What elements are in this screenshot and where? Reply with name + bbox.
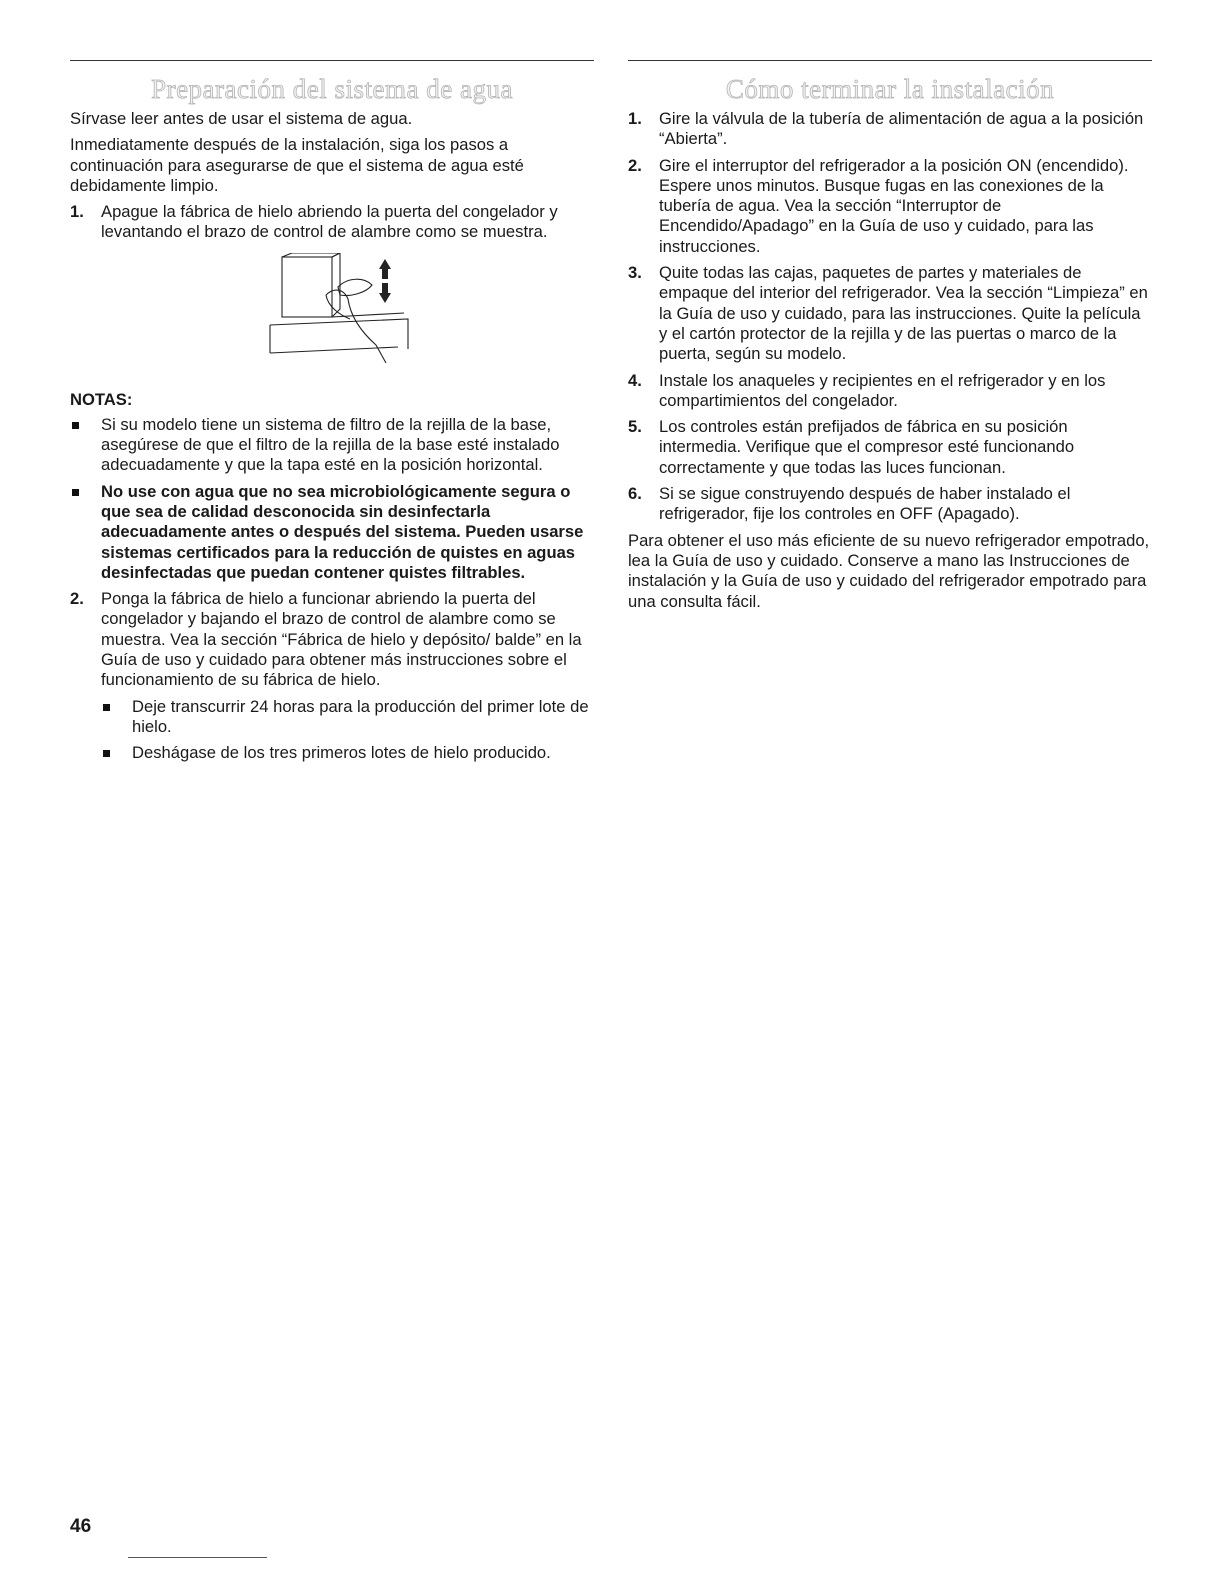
step-2 [70, 589, 594, 763]
notes-heading: NOTAS: [70, 389, 133, 409]
bullet-square-icon [72, 422, 79, 429]
left-column [70, 60, 594, 770]
top-rule-right [628, 60, 1152, 61]
step-text: Instale los anaqueles y recipientes en el refrigerador y en los compartimientos del congelador. [659, 370, 1106, 410]
step-text: Los controles están prefijados de fábrica en su posición intermedia. Verifique que el compresor esté funcionando correctamente y que todas las luces funcionan. [659, 417, 1075, 477]
note-text: No use con agua que no sea microbiológicamente segura o que sea de calidad desconocida sin desinfectarla adecuadamente antes o después del sistema. Pueden usarse sistemas certificados para la reducción de quistes en aguas desinfectadas que puedan contener quistes filtrables. [101, 481, 584, 582]
sub-item-text: Deje transcurrir 24 horas para la producción del primer lote de hielo. [132, 696, 589, 736]
section-title-finish-install: Cómo terminar la instalación [725, 74, 1055, 104]
step-text: Ponga la fábrica de hielo a funcionar abriendo la puerta del congelador y bajando el brazo de control de alambre como se muestra. Vea la sección “Fábrica de hielo y depósito/ balde” en la Guía de uso y cuidado para obtener más instrucciones sobre el funcionamiento de su fábrica de hielo. [101, 589, 582, 690]
step-number: 5. [628, 417, 642, 437]
bullet-square-icon [103, 750, 110, 757]
step-text: Quite todas las cajas, paquetes de partes y materiales de empaque del interior del refrigerador. Vea la sección “Limpieza” en la Guía de uso y cuidado, para las instrucciones. Quite la película y el cartón protector de la rejilla y de las puertas o marco de la puerta, según su modelo. [659, 263, 1148, 364]
step-2-sublist [101, 697, 594, 764]
section-title-water-system: Preparación del sistema de agua [151, 74, 513, 104]
page-number: 46 [70, 1516, 92, 1537]
finish-step-4 [628, 371, 1152, 412]
step-text: Apague la fábrica de hielo abriendo la puerta del congelador y levantando el brazo de control de alambre como se muestra. [101, 202, 558, 242]
note-item [70, 415, 594, 476]
bullet-square-icon [103, 704, 110, 711]
step-number: 1. [628, 109, 642, 128]
bullet-square-icon [72, 489, 79, 496]
intro-paragraph: Sírvase leer antes de usar el sistema de agua. [70, 109, 413, 128]
note-text: Si su modelo tiene un sistema de filtro de la rejilla de la base, asegúrese de que el filtro de la rejilla de la base esté instalado adecuadamente y que la tapa esté en la posición horizontal. [101, 414, 560, 475]
notes-list [70, 415, 594, 583]
left-step-list [70, 202, 594, 243]
step-text: Si se sigue construyendo después de haber instalado el refrigerador, fije los controles en OFF (Apagado). [659, 484, 1071, 524]
finish-step-3 [628, 263, 1152, 364]
finish-step-6 [628, 484, 1152, 525]
ice-maker-illustration [268, 253, 416, 371]
finish-step-2 [628, 156, 1152, 257]
step-number: 1. [70, 202, 84, 222]
step-1 [70, 202, 594, 243]
left-step-list-2 [70, 589, 594, 763]
sub-item [101, 743, 594, 763]
right-step-list [628, 109, 1152, 525]
sub-item [101, 697, 594, 738]
step-number: 4. [628, 370, 642, 390]
top-rule-left [70, 60, 594, 61]
step-number: 6. [628, 484, 642, 504]
note-item-warning [70, 482, 594, 583]
finish-step-5 [628, 417, 1152, 478]
sub-item-text: Deshágase de los tres primeros lotes de hielo producido. [132, 743, 551, 763]
step-number: 3. [628, 263, 642, 283]
finish-step-1 [628, 109, 1152, 150]
closing-paragraph: Para obtener el uso más eficiente de su nuevo refrigerador empotrado, lea la Guía de uso y cuidado. Conserve a mano las Instrucciones de instalación y la Guía de uso y cuidado del refrigerador empotrado para una consulta fácil. [628, 530, 1150, 611]
step-text: Gire el interruptor del refrigerador a la posición ON (encendido). Espere unos minutos. Busque fugas en las conexiones de la tubería de agua. Vea la sección “Interruptor de Encendido/Apadago” en la Guía de uso y cuidado, para las instrucciones. [659, 155, 1129, 256]
step-text: Gire la válvula de la tubería de alimentación de agua a la posición “Abierta”. [659, 109, 1144, 149]
step-number: 2. [628, 155, 642, 175]
step-number: 2. [70, 589, 84, 609]
intro-paragraph-2: Inmediatamente después de la instalación, siga los pasos a continuación para asegurarse de que el sistema de agua esté debidamente limpio. [70, 135, 524, 195]
right-column [628, 60, 1152, 618]
footer-divider [128, 1557, 267, 1558]
